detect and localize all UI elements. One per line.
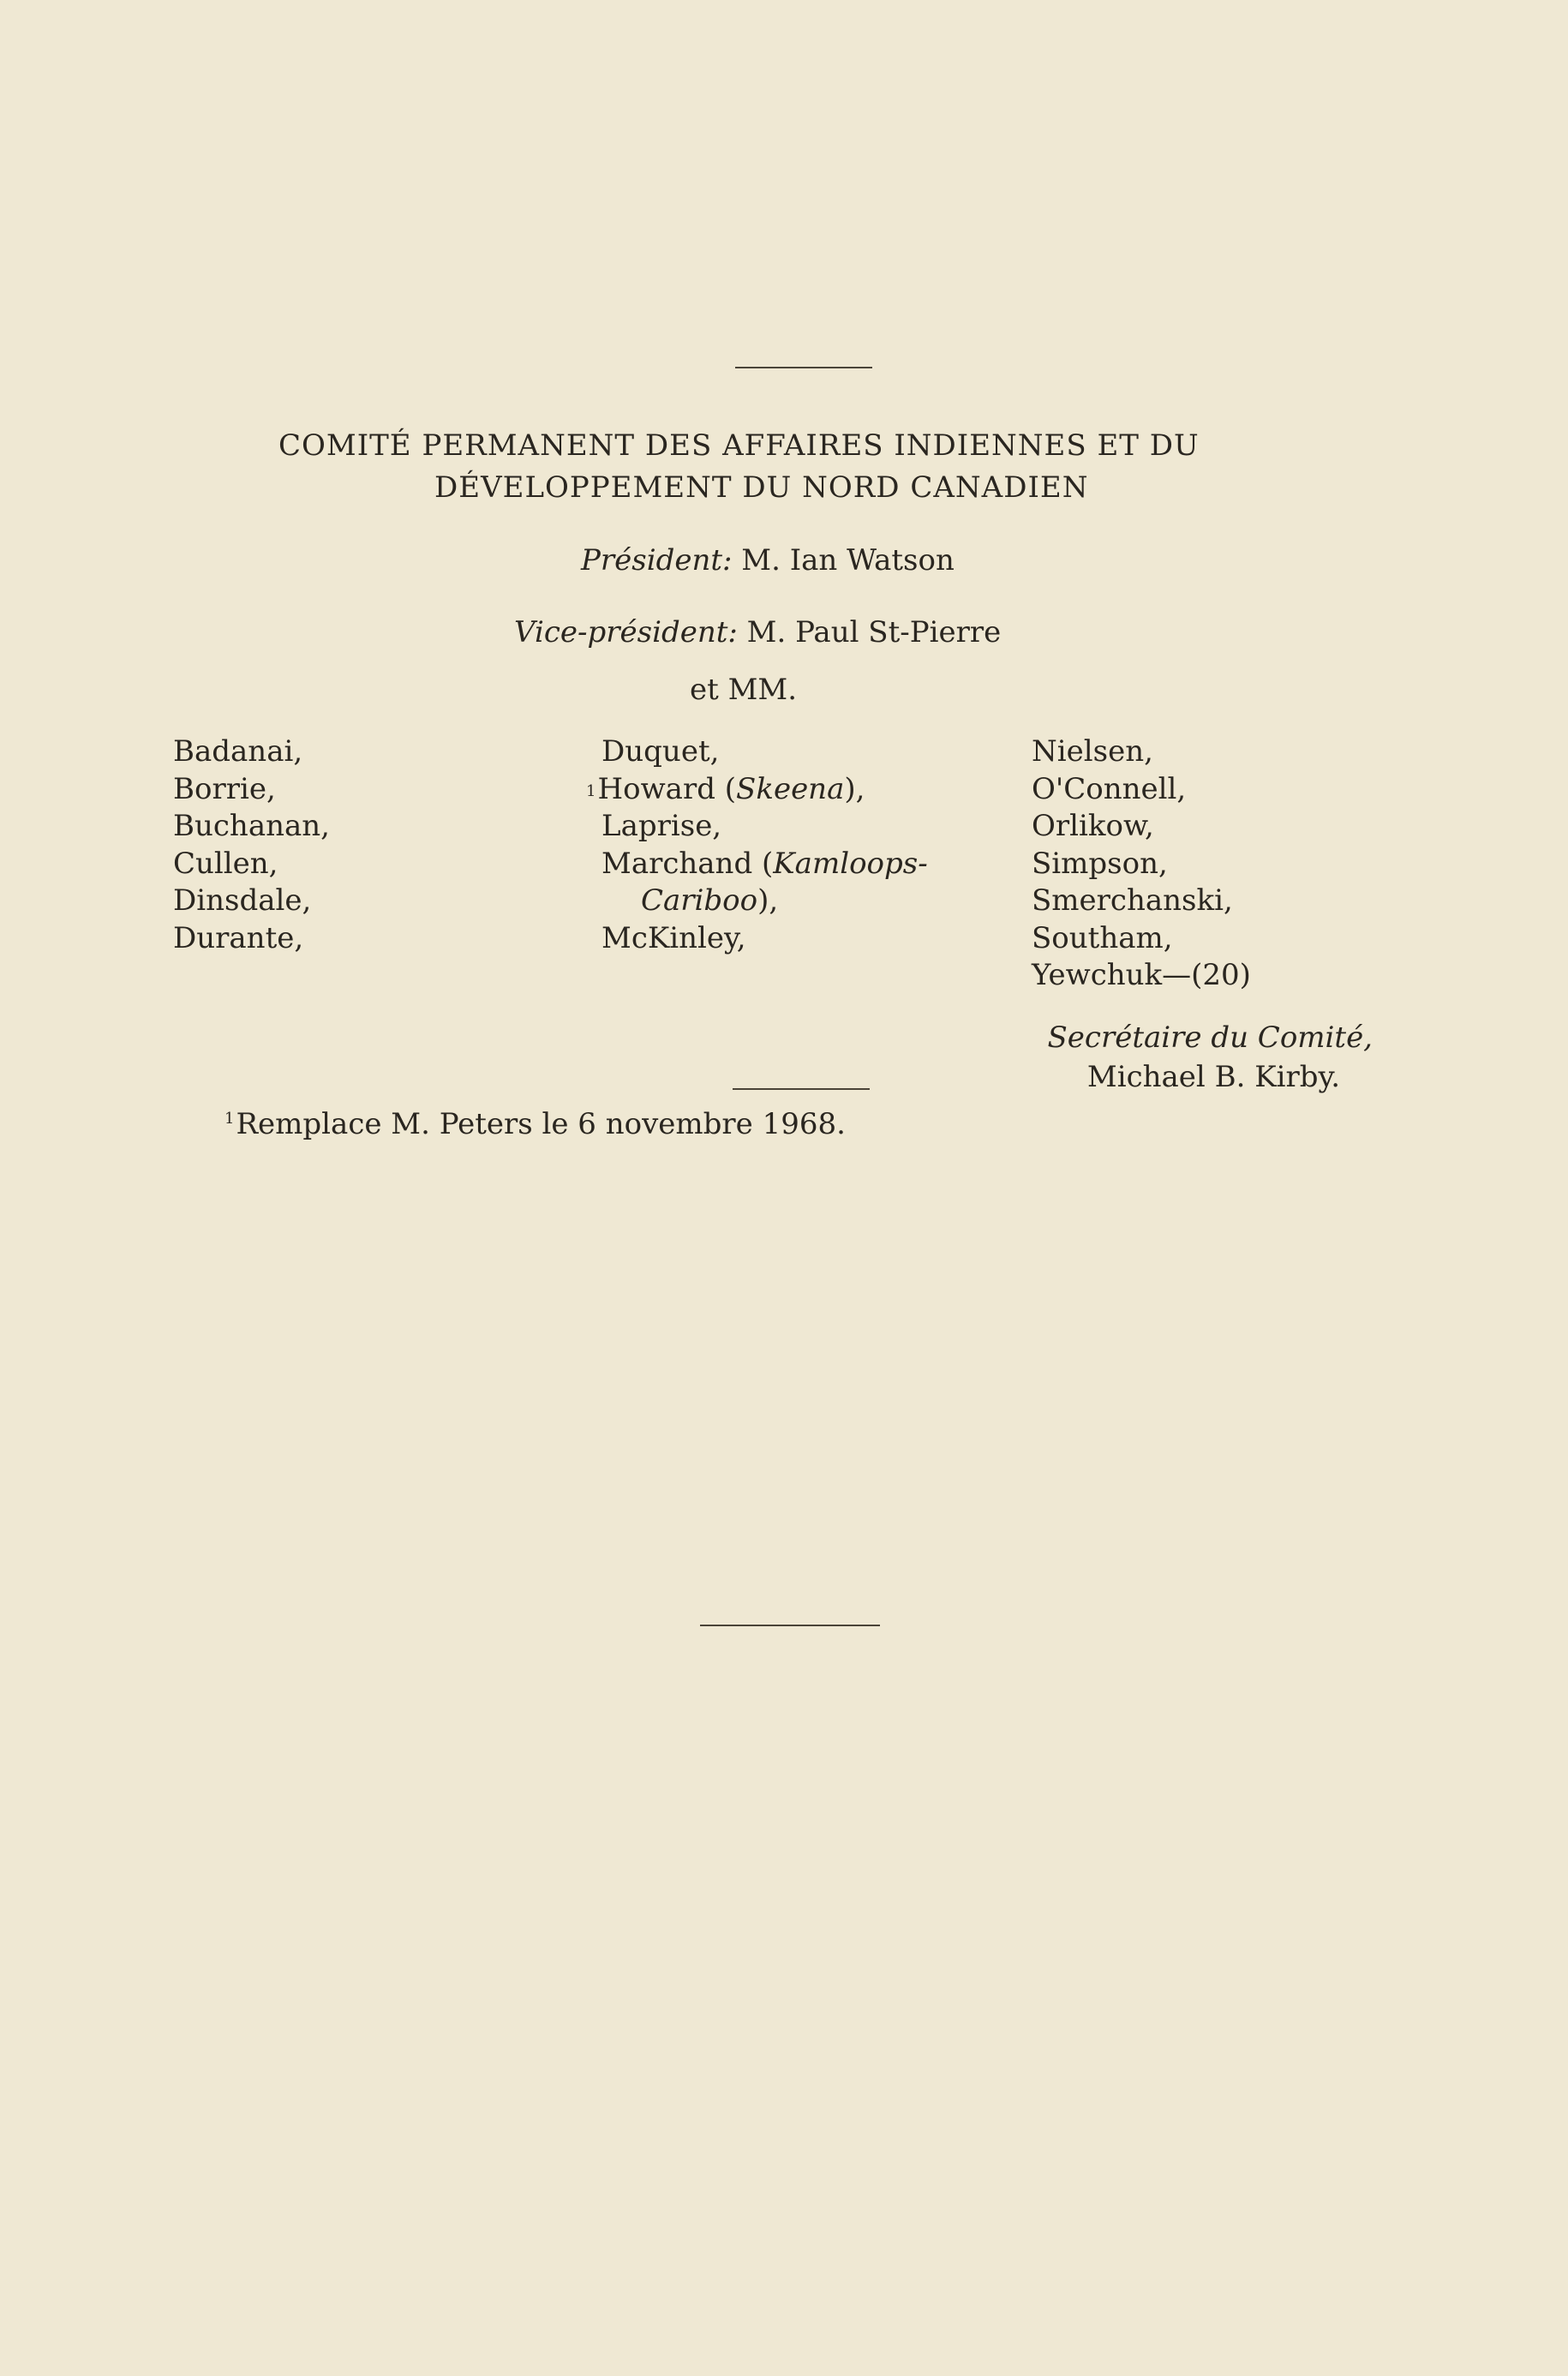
president-name: M. Ian Watson (741, 543, 955, 578)
top-divider (735, 367, 872, 368)
bottom-divider (700, 1625, 880, 1626)
footnote-mark: 1 (224, 1110, 235, 1128)
member-name: Simpson, (1032, 846, 1168, 881)
member-name: Durante, (173, 920, 304, 955)
member-name: Nielsen, (1032, 734, 1153, 769)
member-count: Yewchuk—(20) (1032, 958, 1251, 992)
member-riding-continued: Cariboo), (641, 883, 779, 918)
secretary-label: Secrétaire du Comité, (1047, 1020, 1373, 1055)
member-name: Orlikow, (1032, 809, 1154, 843)
member-name-howard: $^1$Howard (Skeena), (586, 771, 865, 806)
member-name: Dinsdale, (173, 883, 312, 918)
member-name: McKinley, (601, 920, 746, 955)
footnote-mark: 1 (586, 781, 596, 800)
committee-title-line1: COMITÉ PERMANENT DES AFFAIRES INDIENNES ET DU (278, 428, 1200, 463)
member-name: Smerchanski, (1032, 883, 1233, 918)
member-name-marchand: Marchand (Kamloops- (601, 846, 928, 881)
member-name: Duquet, (601, 734, 720, 769)
members-intro: et MM. (690, 673, 798, 707)
member-name: O'Connell, (1032, 771, 1187, 806)
riding-name: Kamloops- (773, 846, 928, 881)
member-name: Cullen, (173, 846, 278, 881)
vice-president-name: M. Paul St-Pierre (746, 615, 1002, 649)
member-name: Buchanan, (173, 809, 330, 843)
vice-president-line (514, 615, 1002, 649)
members-column-2 (586, 733, 928, 957)
president-label: Président: (581, 543, 733, 578)
member-name: Southam, (1032, 920, 1173, 955)
vice-president-label: Vice-président: (514, 615, 738, 649)
riding-name: Skeena (736, 771, 845, 806)
footnote-divider (733, 1088, 870, 1090)
members-column-3 (1032, 733, 1251, 995)
footnote (224, 1107, 846, 1141)
member-name: Badanai, (173, 734, 303, 769)
members-column-1 (173, 733, 330, 957)
committee-title-line2: DÉVELOPPEMENT DU NORD CANADIEN (434, 470, 1089, 505)
secretary-name: Michael B. Kirby. (1086, 1060, 1340, 1094)
member-name: Borrie, (173, 771, 276, 806)
president-line (581, 543, 955, 578)
member-name: Laprise, (601, 809, 722, 843)
footnote-text: Remplace M. Peters le 6 novembre 1968. (236, 1107, 846, 1141)
